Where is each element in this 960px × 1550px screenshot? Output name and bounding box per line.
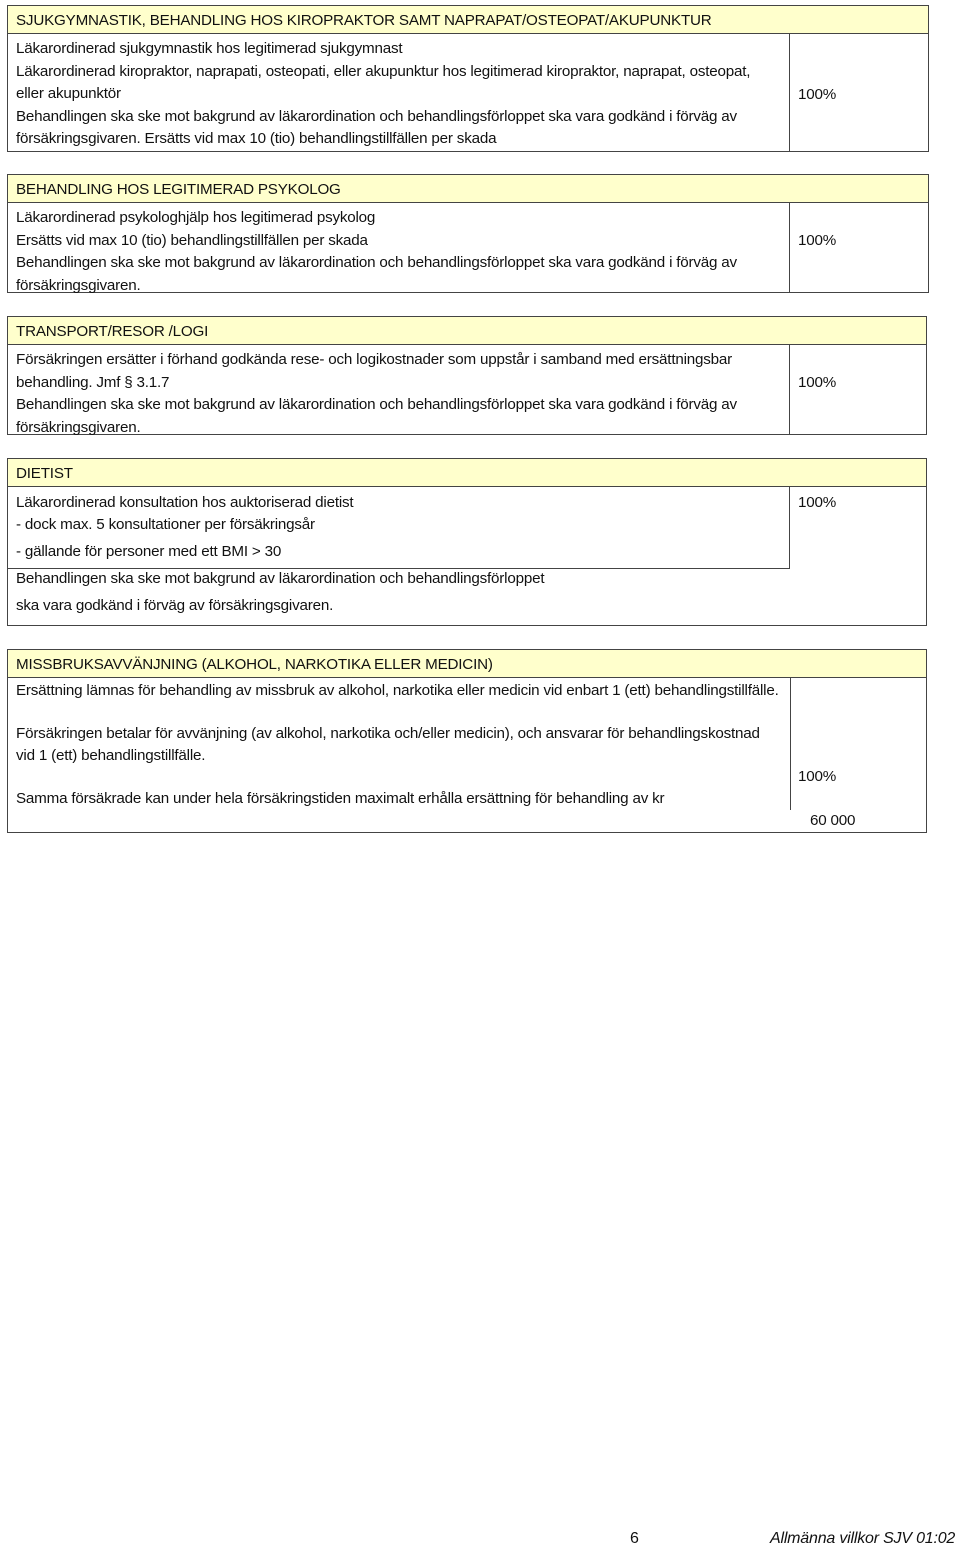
section-text (8, 487, 790, 617)
coverage-value: 100% (798, 232, 837, 249)
coverage-value: 100% (798, 374, 837, 391)
text-line: Försäkringen ersätter i förhand godkända rese- och logikostnader som uppstår i samband med ersättningsbar behandling. Jmf § 3.1.7 (16, 351, 732, 391)
text-line: Läkarordinerad konsultation hos auktoriserad dietist (16, 494, 354, 511)
coverage-value: 100% (798, 768, 837, 785)
section-text (8, 34, 790, 151)
section-title: DIETIST (8, 459, 926, 487)
section-sjukgymnastik (7, 5, 929, 152)
text-line: - dock max. 5 konsultationer per försäkringsår (16, 516, 315, 533)
section-psykolog (7, 174, 929, 293)
section-transport (7, 316, 927, 435)
text-line: Behandlingen ska ske mot bakgrund av läkarordination och behandlingsförloppet ska vara godkänd i förväg av försäkringsgivaren. (16, 254, 737, 294)
document-title: Allmänna villkor SJV 01:02 (770, 1530, 956, 1547)
text-line: Behandlingen ska ske mot bakgrund av läkarordination och behandlingsförloppet ska vara godkänd i förväg av försäkringsgivaren. Ersätts vid max 10 (tio) behandlingstillfällen per skada (16, 107, 737, 147)
text-line: Ersätts vid max 10 (tio) behandlingstillfällen per skada (16, 231, 368, 249)
text-line: Försäkringen betalar för avvänjning (av alkohol, narkotika och/eller medicin), och ansvarar för behandlingskostnad vid 1 (ett) behandlingstillfälle. (16, 725, 760, 764)
coverage-value: 100% (798, 86, 837, 103)
text-line: - gällande för personer med ett BMI > 30 (16, 543, 282, 560)
section-text (8, 678, 790, 810)
coverage-value: 100% (798, 494, 837, 511)
section-title: SJUKGYMNASTIK, BEHANDLING HOS KIROPRAKTOR SAMT NAPRAPAT/OSTEOPAT/AKUPUNKTUR (8, 6, 928, 34)
text-line: Behandlingen ska ske mot bakgrund av läkarordination och behandlingsförloppet (16, 570, 545, 587)
text-line: ska vara godkänd i förväg av försäkringsgivaren. (16, 597, 334, 614)
section-title: MISSBRUKSAVVÄNJNING (ALKOHOL, NARKOTIKA ELLER MEDICIN) (8, 650, 926, 678)
section-dietist (7, 458, 927, 626)
text-line: Behandlingen ska ske mot bakgrund av läkarordination och behandlingsförloppet ska vara godkänd i förväg av försäkringsgivaren. (16, 396, 737, 436)
section-missbruk (7, 649, 927, 833)
text-line: Samma försäkrade kan under hela försäkringstiden maximalt erhålla ersättning för behandling av kr (16, 790, 665, 807)
text-line: Ersättning lämnas för behandling av missbruk av alkohol, narkotika eller medicin vid enbart 1 (ett) behandlingstillfälle. (16, 682, 779, 699)
section-text (8, 203, 790, 292)
text-line: Läkarordinerad kiropraktor, naprapati, osteopati, eller akupunktur hos legitimerad kiropraktor, naprapat, osteopat, eller akupunktör (16, 62, 751, 102)
section-title: TRANSPORT/RESOR /LOGI (8, 317, 926, 345)
text-line: Läkarordinerad psykologhjälp hos legitimerad psykolog (16, 209, 376, 226)
section-title: BEHANDLING HOS LEGITIMERAD PSYKOLOG (8, 175, 928, 203)
page-number: 6 (630, 1530, 639, 1547)
max-amount-value: 60 000 (810, 812, 856, 829)
text-line: Läkarordinerad sjukgymnastik hos legitimerad sjukgymnast (16, 40, 403, 57)
section-text (8, 345, 790, 434)
